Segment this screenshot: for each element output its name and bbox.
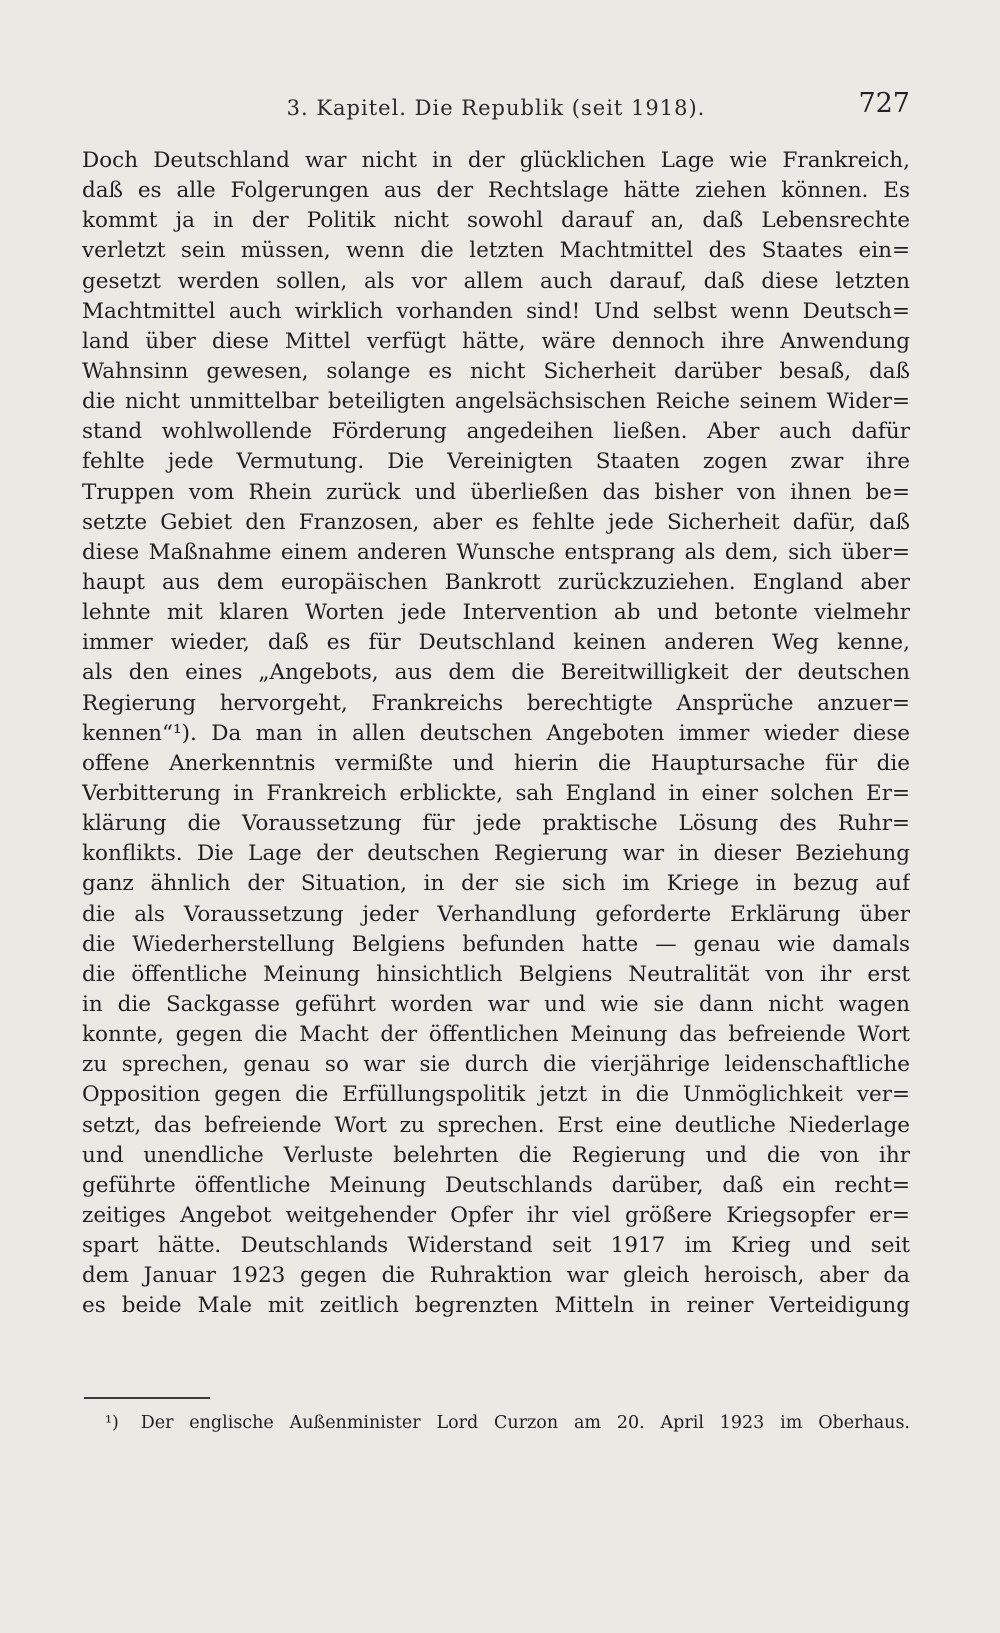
text-line: und unendliche Verluste belehrten die Regierung und die von ihr xyxy=(82,1142,910,1168)
footnote-text: Der englische Außenminister Lord Curzon am 20. April 1923 im Oberhaus. xyxy=(140,1413,910,1433)
running-head xyxy=(82,88,910,128)
text-line: dem Januar 1923 gegen die Ruhraktion war gleich heroisch, aber da xyxy=(82,1263,910,1289)
text-line: diese Maßnahme einem anderen Wunsche entsprang als dem, sich über= xyxy=(82,539,910,565)
text-line: Opposition gegen die Erfüllungspolitik jetzt in die Unmöglichkeit ver= xyxy=(82,1082,910,1108)
text-line: offene Anerkenntnis vermißte und hierin die Hauptursache für die xyxy=(82,750,910,776)
text-line: land über diese Mittel verfügt hätte, wäre dennoch ihre Anwendung xyxy=(82,328,910,354)
text-line: zu sprechen, genau so war sie durch die vierjährige leidenschaftliche xyxy=(82,1052,910,1078)
text-line: setzt, das befreiende Wort zu sprechen. Erst eine deutliche Niederlage xyxy=(82,1112,910,1138)
footnote-divider xyxy=(84,1397,210,1399)
text-line: kennen“¹). Da man in allen deutschen Angeboten immer wieder diese xyxy=(82,720,910,746)
text-line: stand wohlwollende Förderung angedeihen ließen. Aber auch dafür xyxy=(82,419,910,445)
text-line: Regierung hervorgeht, Frankreichs berechtigte Ansprüche anzuer= xyxy=(82,690,910,716)
text-line: die als Voraussetzung jeder Verhandlung geforderte Erklärung über xyxy=(82,901,910,927)
text-line: spart hätte. Deutschlands Widerstand seit 1917 im Krieg und seit xyxy=(82,1233,910,1259)
text-line: lehnte mit klaren Worten jede Intervention ab und betonte vielmehr xyxy=(82,600,910,626)
footnote-mark: ¹) xyxy=(105,1413,119,1433)
text-line: Doch Deutschland war nicht in der glücklichen Lage wie Frankreich, xyxy=(82,148,910,173)
text-line: in die Sackgasse geführt worden war und wie sie dann nicht wagen xyxy=(82,991,910,1017)
text-line: die nicht unmittelbar beteiligten angelsächsischen Reiche seinem Wider= xyxy=(82,389,910,415)
text-line: Verbitterung in Frankreich erblickte, sah England in einer solchen Er= xyxy=(82,780,910,806)
text-line: Machtmittel auch wirklich vorhanden sind! Und selbst wenn Deutsch= xyxy=(82,298,910,324)
text-line: es beide Male mit zeitlich begrenzten Mitteln in reiner Verteidigung xyxy=(82,1293,910,1319)
text-line: zeitiges Angebot weitgehender Opfer ihr viel größere Kriegsopfer er= xyxy=(82,1202,910,1228)
body-text xyxy=(82,146,910,1321)
text-line: verletzt sein müssen, wenn die letzten Machtmittel des Staates ein= xyxy=(82,238,910,264)
page-number: 727 xyxy=(858,88,910,119)
text-line: setzte Gebiet den Franzosen, aber es fehlte jede Sicherheit dafür, daß xyxy=(82,509,910,535)
text-line: klärung die Voraussetzung für jede praktische Lösung des Ruhr= xyxy=(82,811,910,837)
text-line: ganz ähnlich der Situation, in der sie sich im Kriege in bezug auf xyxy=(82,871,910,897)
text-line: fehlte jede Vermutung. Die Vereinigten Staaten zogen zwar ihre xyxy=(82,449,910,475)
running-title: 3. Kapitel. Die Republik (seit 1918). xyxy=(286,96,706,120)
text-line: geführte öffentliche Meinung Deutschlands darüber, daß ein recht= xyxy=(82,1172,910,1198)
footnote xyxy=(105,1410,910,1436)
text-line: die Wiederherstellung Belgiens befunden hatte — genau wie damals xyxy=(82,931,910,957)
text-line: die öffentliche Meinung hinsichtlich Belgiens Neutralität von ihr erst xyxy=(82,961,910,987)
text-line: konflikts. Die Lage der deutschen Regierung war in dieser Beziehung xyxy=(82,841,910,867)
text-line: daß es alle Folgerungen aus der Rechtslage hätte ziehen können. Es xyxy=(82,178,910,204)
text-line: konnte, gegen die Macht der öffentlichen Meinung das befreiende Wort xyxy=(82,1022,910,1048)
text-line: gesetzt werden sollen, als vor allem auch darauf, daß diese letzten xyxy=(82,268,910,294)
text-line: als den eines „Angebots, aus dem die Bereitwilligkeit der deutschen xyxy=(82,660,910,686)
text-line: Wahnsinn gewesen, solange es nicht Sicherheit darüber besaß, daß xyxy=(82,358,910,384)
text-line: kommt ja in der Politik nicht sowohl darauf an, daß Lebensrechte xyxy=(82,208,910,234)
text-line: haupt aus dem europäischen Bankrott zurückzuziehen. England aber xyxy=(82,569,910,595)
text-line: Truppen vom Rhein zurück und überließen das bisher von ihnen be= xyxy=(82,479,910,505)
text-line: immer wieder, daß es für Deutschland keinen anderen Weg kenne, xyxy=(82,630,910,656)
